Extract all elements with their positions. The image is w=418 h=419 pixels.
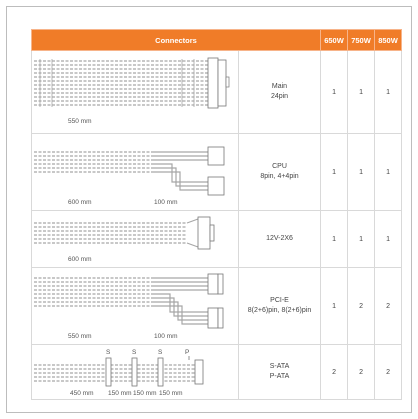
connector-name-line2: 8(2+6)pin, 8(2+6)pin — [247, 307, 312, 314]
count-850w: 2 — [375, 345, 402, 400]
plug-letter: S — [106, 349, 111, 356]
connector-name-cell — [239, 268, 321, 345]
diagram-pcie — [32, 268, 239, 345]
count-650w: 1 — [321, 51, 348, 134]
connector-name-cell — [239, 345, 321, 400]
length-label: 600 mm — [68, 199, 92, 206]
length-label: 100 mm — [154, 199, 178, 206]
length-label: 150 mm — [133, 390, 157, 397]
connector-name-line1: 12V-2X6 — [266, 235, 293, 242]
count-850w: 1 — [375, 51, 402, 134]
plug-letter: P — [185, 349, 190, 356]
count-850w: 1 — [375, 134, 402, 211]
header-850w: 850W — [375, 30, 402, 51]
count-750w: 1 — [348, 211, 375, 268]
length-label: 100 mm — [154, 333, 178, 340]
count-650w: 1 — [321, 211, 348, 268]
connector-name-line1: CPU — [272, 163, 287, 170]
connector-name-line2: 24pin — [270, 93, 289, 100]
count-850w: 2 — [375, 268, 402, 345]
header-connectors: Connectors — [32, 30, 321, 51]
count-750w: 2 — [348, 268, 375, 345]
length-label: 550 mm — [68, 333, 92, 340]
count-650w: 1 — [321, 268, 348, 345]
length-label: 150 mm — [108, 390, 132, 397]
table-row-pcie — [32, 268, 402, 345]
length-label: 600 mm — [68, 256, 92, 263]
12v-2x6-cable-drawing — [32, 211, 237, 267]
connector-name-cell — [239, 211, 321, 268]
connector-name-line1: S-ATA — [269, 363, 290, 370]
count-650w: 2 — [321, 345, 348, 400]
count-750w: 2 — [348, 345, 375, 400]
cpu-cable-drawing — [32, 134, 237, 210]
connector-name-line1: PCI-E — [270, 297, 289, 304]
connector-name-cell — [239, 134, 321, 211]
diagram-sata-pata — [32, 345, 239, 400]
connector-name-line1: Main — [271, 83, 288, 90]
sata-pata-cable-drawing — [32, 345, 237, 399]
count-850w: 1 — [375, 211, 402, 268]
table-row-sata-pata — [32, 345, 402, 400]
main-24pin-cable-drawing — [32, 51, 237, 133]
count-750w: 1 — [348, 51, 375, 134]
table-row-cpu — [32, 134, 402, 211]
length-label: 550 mm — [68, 118, 92, 125]
diagram-main-24pin — [32, 51, 239, 134]
pcie-cable-drawing — [32, 268, 237, 344]
connector-name-line2: 8pin, 4+4pin — [260, 173, 299, 180]
plug-letter: S — [158, 349, 163, 356]
diagram-12v-2x6 — [32, 211, 239, 268]
table-row-main — [32, 51, 402, 134]
plug-letter: S — [132, 349, 137, 356]
count-650w: 1 — [321, 134, 348, 211]
header-750w: 750W — [348, 30, 375, 51]
connector-name-cell — [239, 51, 321, 134]
length-label: 450 mm — [70, 390, 94, 397]
connector-spec-table — [31, 29, 402, 400]
diagram-cpu — [32, 134, 239, 211]
header-650w: 650W — [321, 30, 348, 51]
table-row-12v-2x6 — [32, 211, 402, 268]
connector-name-line2: P-ATA — [269, 373, 290, 380]
count-750w: 1 — [348, 134, 375, 211]
spec-sheet-frame — [6, 6, 412, 413]
header-row — [32, 30, 402, 51]
length-label: 150 mm — [159, 390, 183, 397]
